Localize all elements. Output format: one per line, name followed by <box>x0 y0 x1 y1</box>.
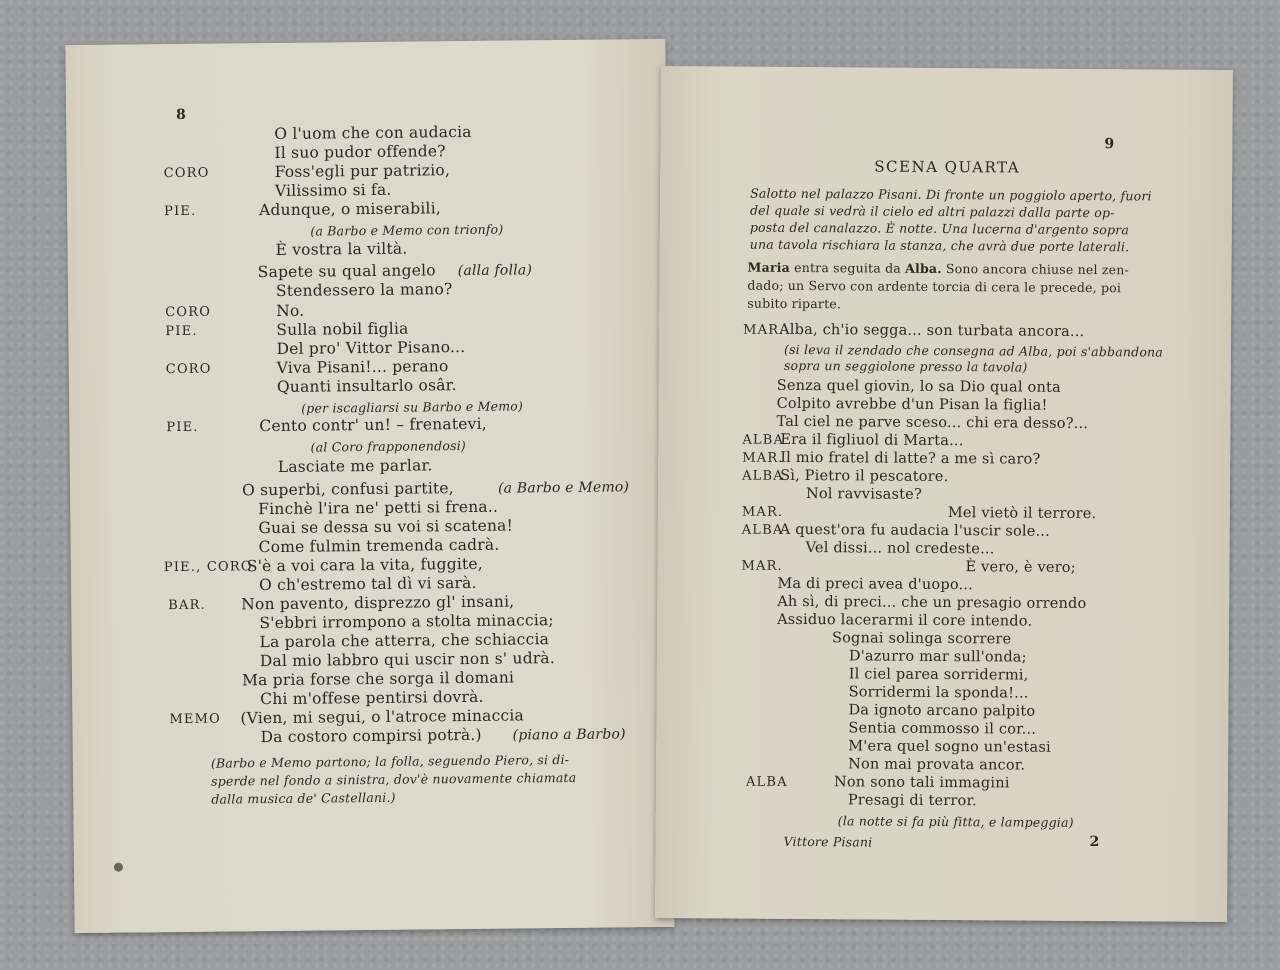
character-name: Alba. <box>905 260 942 276</box>
character-name: Maria <box>747 259 791 275</box>
stage-direction: (Barbo e Memo partono; la folla, seguendo Piero, si di- <box>210 751 570 771</box>
verse-line: D'azurro mar sull'onda; <box>848 648 1027 666</box>
verse-line: Adunque, o miserabili, <box>259 199 442 220</box>
page-number: 8 <box>176 106 187 124</box>
left-page <box>65 39 674 933</box>
stage-direction: sperde nel fondo a sinistra, dov'è nuovamente chiamata <box>211 769 577 789</box>
verse-line: Sulla nobil figlia <box>276 319 409 339</box>
verse-line: (Vien, mi segui, o l'atroce minaccia <box>240 706 524 728</box>
speaker-label: ALBA <box>745 774 788 790</box>
entrance-line: subito riparte. <box>747 295 842 312</box>
verse-line: Era il figliuol di Marta... <box>780 431 964 450</box>
verse-line: M'era quel sogno un'estasi <box>848 738 1051 756</box>
entrance-line: Maria entra seguita da Alba. Sono ancora chiuse nel zen- <box>747 259 1130 278</box>
stage-direction: (la notte si fa più fitta, e lampeggia) <box>837 813 1074 830</box>
stage-direction: (si leva il zendado che consegna ad Alba, poi s'abbandona <box>783 341 1164 360</box>
verse-line: Da costoro compirsi potrà.) <box>260 725 482 747</box>
stage-direction: (a Barbo e Memo) <box>497 479 630 497</box>
speaker-label: MAR. <box>741 504 784 520</box>
verse-line: O superbi, confusi partite, <box>241 479 454 500</box>
stage-direction: (per iscagliarsi su Barbo e Memo) <box>301 398 524 416</box>
verse-line: Guai se dessa su voi si scatena! <box>258 516 514 538</box>
speaker-label: PIE. <box>165 323 198 340</box>
verse-line: Foss'egli pur patrizio, <box>274 161 451 181</box>
speaker-label: MAR. <box>741 558 783 574</box>
verse-line: Il ciel parea sorridermi, <box>848 666 1029 684</box>
verse-line: Sapete su qual angelo <box>257 261 436 282</box>
verse-line: Finchè l'ira ne' petti si frena.. <box>258 497 499 519</box>
speaker-label: ALBA <box>742 432 785 448</box>
verse-line: Vel dissi... nol credeste... <box>805 540 995 558</box>
stage-direction: (alla folla) <box>457 262 533 280</box>
verse-line: Tal ciel ne parve sceso... chi era desso?... <box>776 413 1089 433</box>
setting-line: Salotto nel palazzo Pisani. Di fronte un poggiolo aperto, fuori <box>750 185 1152 204</box>
speaker-label: BAR. <box>168 597 206 614</box>
verse-line: Stendessero la mano? <box>275 280 453 300</box>
verse-line: Il mio fratel di latte? a me sì caro? <box>780 449 1041 468</box>
verse-line: Chi m'offese pentirsi dovrà. <box>260 687 484 709</box>
speaker-label: PIE. <box>166 419 199 436</box>
speaker-label: MEMO <box>169 711 222 728</box>
speaker-label: ALBA <box>741 522 784 538</box>
verse-line: Non mai provata ancor. <box>848 756 1026 774</box>
footer-title: Vittore Pisani <box>783 833 873 850</box>
speaker-label: CORO <box>165 304 212 321</box>
verse-line: A quest'ora fu audacia l'uscir sole... <box>779 521 1051 540</box>
verse-line: Vilissimo si fa. <box>274 180 392 200</box>
setting-line: del quale si vedrà il cielo ed altri palazzi dalla parte op- <box>749 202 1115 221</box>
verse-line: Non sono tali immagini <box>833 774 1010 792</box>
verse-line: Ma di preci avea d'uopo... <box>777 575 974 594</box>
verse-line: Sentia commosso il cor... <box>848 720 1037 738</box>
verse-line: O ch'estremo tal dì vi sarà. <box>258 573 477 595</box>
verse-line: S'è a voi cara la vita, fuggite, <box>246 554 483 576</box>
verse-line: Sì, Pietro il pescatore. <box>780 467 949 486</box>
verse-line: Mel vietò il terrore. <box>947 505 1097 523</box>
verse-line: La parola che atterra, che schiaccia <box>259 630 550 652</box>
verse-line: Dal mio labbro qui uscir non s' udrà. <box>259 649 556 671</box>
verse-line: Il suo pudor offende? <box>274 142 446 162</box>
scene-title: SCENA QUARTA <box>874 157 1021 177</box>
entrance-line: dado; un Servo con ardente torcia di cera le precede, poi <box>747 277 1122 296</box>
verse-line: Viva Pisani!... perano <box>276 357 449 377</box>
verse-line: Alba, ch'io segga... son turbata ancora... <box>779 321 1085 340</box>
page-number: 9 <box>1104 136 1115 153</box>
verse-line: Quanti insultarlo osâr. <box>276 376 457 396</box>
verse-line: Sorridermi la sponda!... <box>848 684 1029 702</box>
verse-line: Come fulmin tremenda cadrà. <box>258 535 500 557</box>
verse-line: Presagi di terror. <box>847 792 977 810</box>
speaker-label: MAR. <box>742 450 784 466</box>
verse-line: Lasciate me parlar. <box>277 456 433 476</box>
stage-direction: (al Coro frapponendosi) <box>310 437 467 455</box>
speaker-label: PIE., CORO <box>163 559 253 576</box>
verse-line: Ma pria forse che sorga il domani <box>241 668 515 690</box>
setting-line: una tavola rischiara la stanza, che avrà due porte laterali. <box>749 236 1130 255</box>
verse-line: Sognai solinga scorrere <box>831 630 1012 648</box>
speaker-label: MAR. <box>743 322 785 338</box>
verse-line: Cento contr' un! – frenatevi, <box>259 414 487 436</box>
stage-direction: dalla musica de' Castellani.) <box>211 789 396 807</box>
speaker-label: ALBA <box>742 468 784 484</box>
verse-line: Ah sì, di preci... che un presagio orrendo <box>777 593 1087 612</box>
signature-mark: 2 <box>1089 834 1100 851</box>
verse-line: Del pro' Vittor Pisano... <box>276 337 466 358</box>
verse-line: Da ignoto arcano palpito <box>848 702 1036 720</box>
stage-direction: sopra un seggiolone presso la tavola) <box>783 357 1028 375</box>
verse-line: Senza quel giovin, lo sa Dio qual onta <box>776 377 1061 396</box>
stage-direction: (a Barbo e Memo con trionfo) <box>310 221 504 239</box>
verse-line: Non pavento, disprezzo gl' insani, <box>241 592 515 614</box>
verse-line: S'ebbri irrompono a stolta minaccia; <box>259 611 554 633</box>
speaker-label: CORO <box>165 361 212 378</box>
verse-line: Colpito avrebbe d'un Pisan la figlia! <box>776 395 1048 414</box>
verse-line: O l'uom che con audacia <box>274 122 472 143</box>
right-page <box>655 66 1233 922</box>
page-hole <box>114 863 123 872</box>
verse-line: Assiduo lacerarmi il core intendo. <box>777 611 1033 630</box>
stage-direction: (piano a Barbo) <box>512 726 626 744</box>
speaker-label: PIE. <box>164 203 197 220</box>
verse-line: È vostra la viltà. <box>275 239 408 259</box>
verse-line: Nol ravvisaste? <box>805 486 923 503</box>
verse-line: È vero, è vero; <box>965 559 1076 576</box>
speaker-label: CORO <box>163 165 210 182</box>
verse-line: No. <box>276 301 305 320</box>
setting-line: posta del canalazzo. È notte. Una lucerna d'argento sopra <box>749 219 1130 238</box>
